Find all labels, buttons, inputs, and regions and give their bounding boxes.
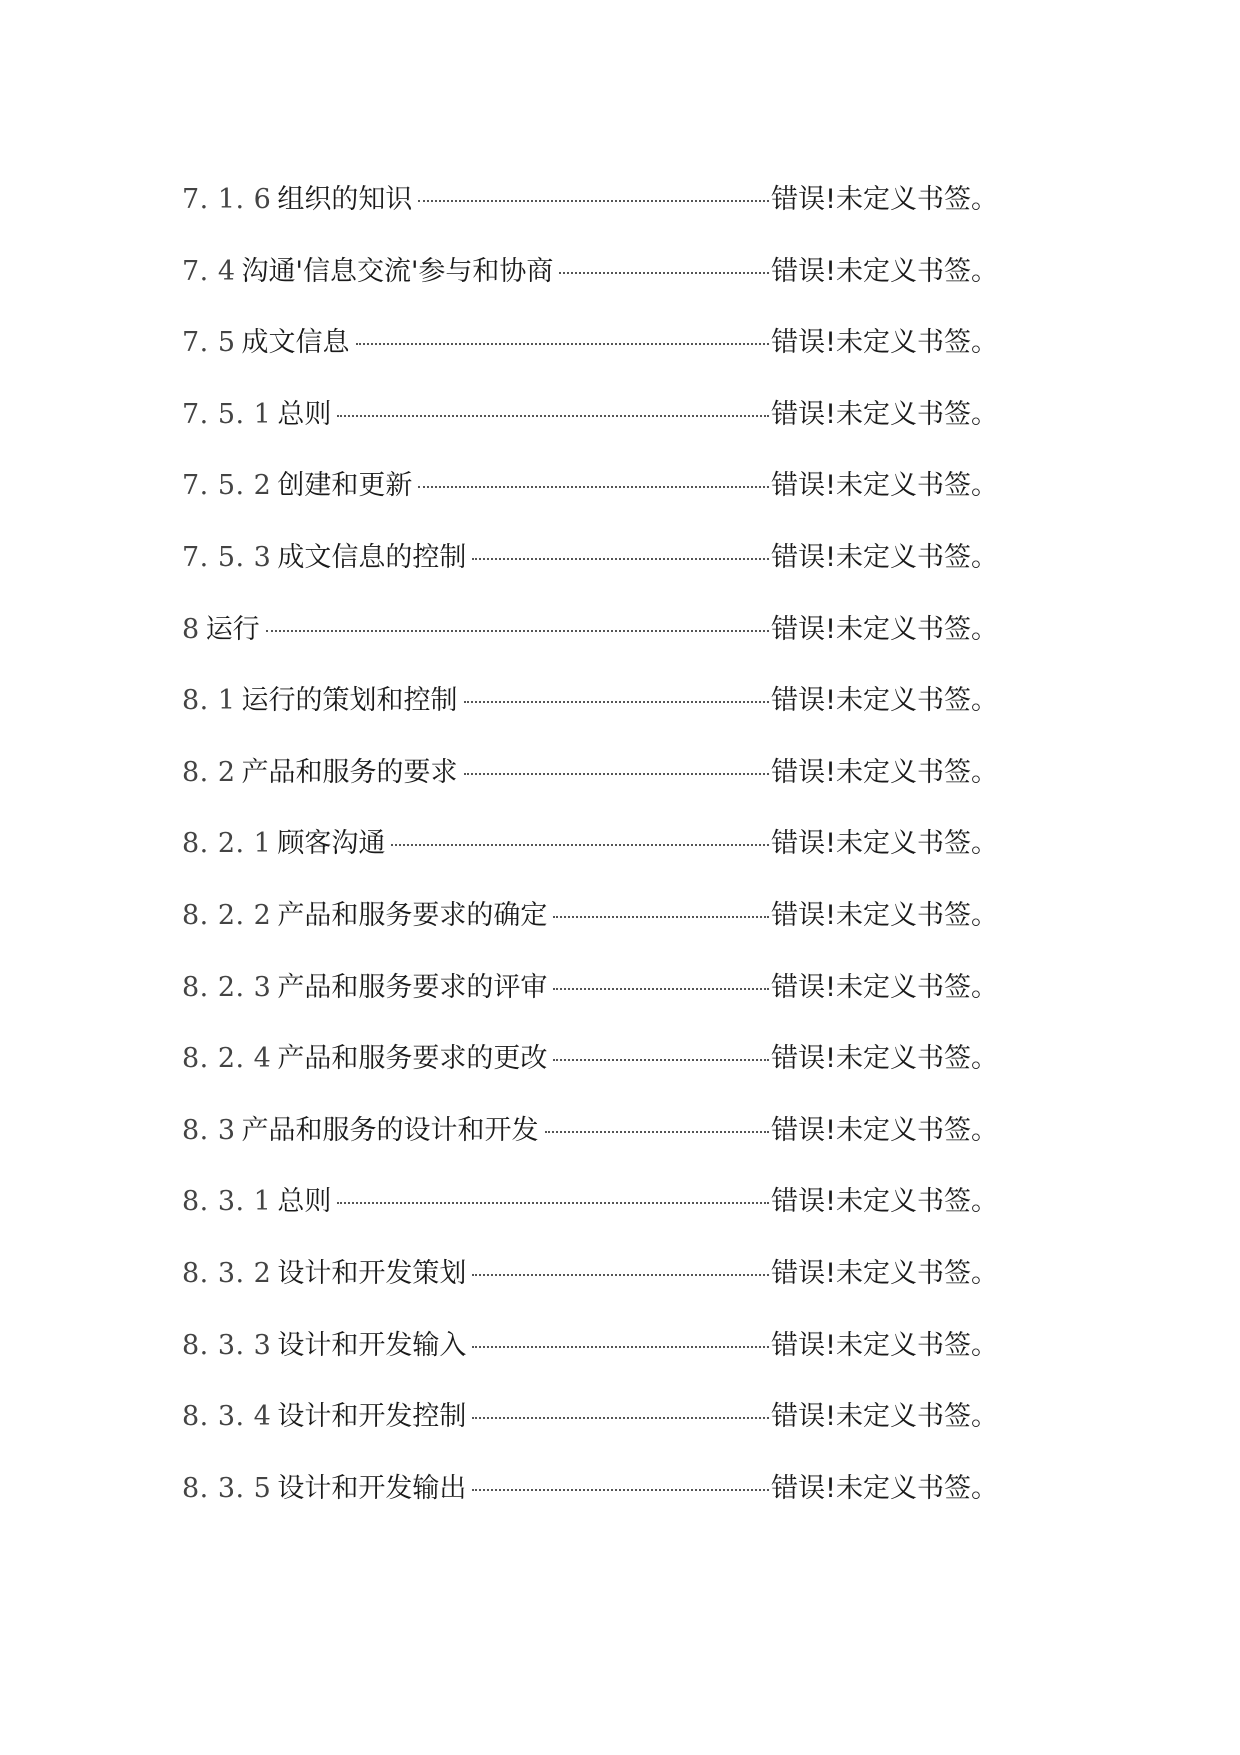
dot-leader (559, 272, 769, 274)
toc-entry-title: 运行的策划和控制 (241, 685, 458, 717)
toc-entry-page: 错误!未定义书签。 (771, 685, 998, 717)
toc-entry[interactable] (182, 1256, 998, 1328)
toc-entry[interactable] (182, 468, 998, 540)
toc-entry-page: 错误!未定义书签。 (771, 541, 998, 573)
dot-leader (472, 558, 769, 560)
toc-entry-number: 8. 3 (182, 1114, 236, 1146)
toc-entry-title: 总则 (277, 1186, 332, 1218)
toc-entry-page: 错误!未定义书签。 (771, 1329, 998, 1361)
toc-entry-number: 8. 3. 2 (182, 1257, 272, 1289)
toc-entry[interactable] (182, 898, 998, 970)
toc-entry-number: 8. 2. 2 (182, 899, 272, 931)
toc-entry[interactable] (182, 612, 998, 684)
toc-entry-page: 错误!未定义书签。 (771, 1257, 998, 1289)
dot-leader (545, 1131, 770, 1133)
table-of-contents (182, 182, 998, 1542)
toc-entry-title: 产品和服务要求的评审 (277, 971, 548, 1003)
dot-leader (337, 415, 769, 417)
toc-entry-title: 设计和开发输入 (277, 1329, 467, 1361)
dot-leader (337, 1202, 769, 1204)
toc-entry-number: 7. 5. 2 (182, 470, 272, 502)
dot-leader (553, 988, 769, 990)
toc-entry[interactable] (182, 397, 998, 469)
toc-entry-number: 8. 3. 3 (182, 1329, 272, 1361)
dot-leader (472, 1417, 769, 1419)
dot-leader (418, 486, 769, 488)
toc-entry[interactable] (182, 1041, 998, 1113)
toc-entry[interactable] (182, 826, 998, 898)
toc-entry-title: 产品和服务要求的确定 (277, 899, 548, 931)
toc-entry[interactable] (182, 1471, 998, 1543)
dot-leader (464, 773, 770, 775)
toc-entry-number: 8. 2. 1 (182, 828, 272, 860)
toc-entry-number: 7. 4 (182, 255, 236, 287)
toc-entry[interactable] (182, 254, 998, 326)
toc-entry-page: 错误!未定义书签。 (771, 828, 998, 860)
toc-entry-number: 8. 2 (182, 756, 236, 788)
toc-entry-page: 错误!未定义书签。 (771, 1043, 998, 1075)
toc-entry-title: 成文信息 (241, 327, 350, 359)
toc-entry-number: 7. 5. 1 (182, 398, 272, 430)
dot-leader (391, 844, 769, 846)
toc-entry-page: 错误!未定义书签。 (771, 398, 998, 430)
dot-leader (472, 1346, 769, 1348)
toc-entry-number: 8. 3. 4 (182, 1401, 272, 1433)
toc-entry[interactable] (182, 970, 998, 1042)
toc-entry-title: 设计和开发策划 (277, 1257, 467, 1289)
dot-leader (472, 1489, 769, 1491)
toc-entry[interactable] (182, 683, 998, 755)
toc-entry-page: 错误!未定义书签。 (771, 1114, 998, 1146)
dot-leader (266, 630, 769, 632)
toc-entry-title: 组织的知识 (277, 184, 413, 215)
toc-entry-page: 错误!未定义书签。 (771, 327, 998, 359)
toc-entry-number: 7. 5 (182, 327, 236, 359)
dot-leader (553, 1059, 769, 1061)
toc-entry[interactable] (182, 325, 998, 397)
toc-entry-number: 8. 1 (182, 685, 236, 717)
toc-entry[interactable] (182, 1184, 998, 1256)
toc-entry-title: 设计和开发控制 (277, 1401, 467, 1433)
toc-entry-number: 8. 3. 1 (182, 1186, 272, 1218)
toc-entry-page: 错误!未定义书签。 (771, 756, 998, 788)
toc-entry-title: 产品和服务的要求 (241, 756, 458, 788)
toc-entry-title: 产品和服务要求的更改 (277, 1043, 548, 1075)
toc-entry-number: 7. 5. 3 (182, 541, 272, 573)
toc-entry-number: 7. 1. 6 (182, 184, 272, 215)
toc-entry-title: 运行 (205, 613, 260, 645)
toc-entry-title: 顾客沟通 (277, 828, 386, 860)
toc-entry-title: 沟通'信息交流'参与和协商 (241, 255, 554, 287)
dot-leader (472, 1274, 769, 1276)
dot-leader (418, 200, 769, 202)
dot-leader (553, 916, 769, 918)
dot-leader (464, 701, 770, 703)
toc-entry-title: 成文信息的控制 (277, 541, 467, 573)
toc-entry-title: 总则 (277, 398, 332, 430)
toc-entry-page: 错误!未定义书签。 (771, 613, 998, 645)
toc-entry-page: 错误!未定义书签。 (771, 1472, 998, 1504)
toc-entry-number: 8. 3. 5 (182, 1472, 272, 1504)
toc-entry[interactable] (182, 1328, 998, 1400)
toc-entry[interactable] (182, 540, 998, 612)
toc-entry-page: 错误!未定义书签。 (771, 1186, 998, 1218)
toc-entry-number: 8. 2. 4 (182, 1043, 272, 1075)
dot-leader (356, 343, 770, 345)
toc-entry[interactable] (182, 755, 998, 827)
toc-entry-page: 错误!未定义书签。 (771, 971, 998, 1003)
toc-entry-page: 错误!未定义书签。 (771, 1401, 998, 1433)
toc-entry-page: 错误!未定义书签。 (771, 470, 998, 502)
toc-entry[interactable] (182, 182, 998, 254)
toc-entry-title: 设计和开发输出 (277, 1472, 467, 1504)
toc-entry-number: 8 (182, 613, 200, 645)
toc-entry-number: 8. 2. 3 (182, 971, 272, 1003)
toc-entry-page: 错误!未定义书签。 (771, 899, 998, 931)
toc-entry-title: 创建和更新 (277, 470, 413, 502)
toc-entry[interactable] (182, 1399, 998, 1471)
toc-entry-page: 错误!未定义书签。 (771, 255, 998, 287)
toc-entry-page: 错误!未定义书签。 (771, 184, 998, 215)
toc-entry-title: 产品和服务的设计和开发 (241, 1114, 539, 1146)
toc-entry[interactable] (182, 1113, 998, 1185)
